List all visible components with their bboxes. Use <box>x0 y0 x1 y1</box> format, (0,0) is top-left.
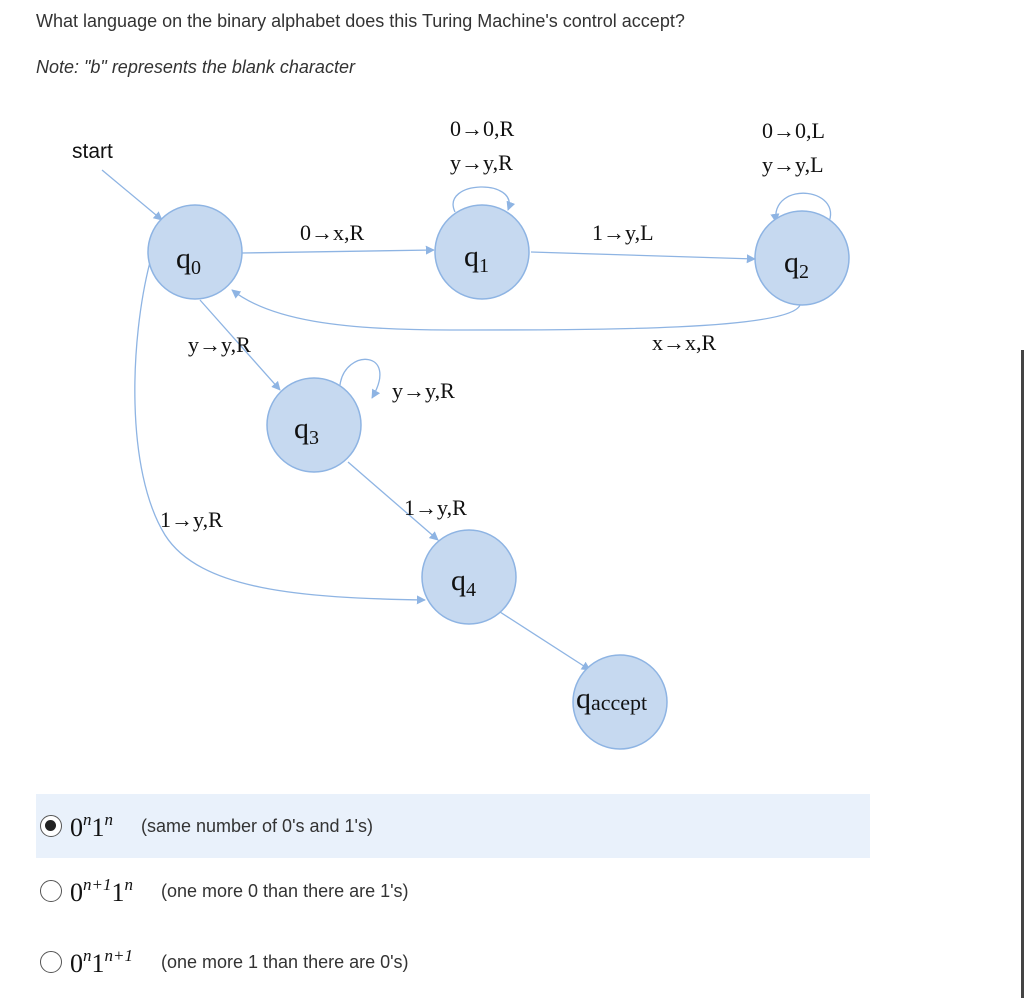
label-q1-q2: 1→y,L <box>592 220 654 245</box>
question-note: Note: "b" represents the blank character <box>36 57 355 77</box>
state-q1 <box>435 205 529 299</box>
option-1-description: (same number of 0's and 1's) <box>141 815 373 836</box>
start-arrow <box>102 170 162 220</box>
state-q3 <box>267 378 361 472</box>
label-q2-loop-a: 0→0,L <box>762 118 825 143</box>
start-label: start <box>72 140 113 163</box>
answer-option-2[interactable] <box>36 866 870 916</box>
edge-q0-q1 <box>242 250 434 253</box>
edge-q4-qaccept <box>500 612 590 670</box>
radio-button-selected[interactable] <box>40 815 62 837</box>
state-label-q0: $q_0$ <box>176 242 201 279</box>
edge-q1-q2 <box>531 252 755 259</box>
label-q3-loop: y→y,R <box>392 378 455 403</box>
label-q1-loop-b: y→y,R <box>450 150 513 175</box>
option-3-formula: $0^n1^{n+1}$ <box>70 945 133 978</box>
label-q2-loop-b: y→y,L <box>762 152 824 177</box>
turing-machine-diagram <box>0 95 900 715</box>
state-q2 <box>755 211 849 305</box>
label-q1-loop-a: 0→0,R <box>450 116 515 141</box>
radio-button[interactable] <box>40 951 62 973</box>
answer-option-3[interactable] <box>36 937 870 987</box>
edge-q2-q0 <box>232 290 800 330</box>
label-q3-q4: 1→y,R <box>404 495 467 520</box>
option-3-description: (one more 1 than there are 0's) <box>160 951 409 972</box>
answer-option-1[interactable] <box>36 794 870 858</box>
option-1-formula: 0$^n$1$^n$ <box>70 809 113 842</box>
state-label-q1: $q_1$ <box>464 240 489 277</box>
label-q2-q0: x→x,R <box>652 330 717 355</box>
state-q0 <box>148 205 242 299</box>
option-2-description: (one more 0 than there are 1's) <box>160 880 409 901</box>
label-q0-q1: 0→x,R <box>300 220 365 245</box>
state-label-q2: $q_2$ <box>784 246 809 283</box>
radio-button[interactable] <box>40 880 62 902</box>
state-q4 <box>422 530 516 624</box>
state-label-q4: $q_4$ <box>451 564 476 601</box>
question-text: What language on the binary alphabet does this Turing Machine's control accept? <box>36 11 685 31</box>
label-q0-q4: 1→y,R <box>160 507 223 532</box>
state-label-qaccept: qaccept <box>576 682 648 715</box>
label-q0-q3: y→y,R <box>188 332 251 357</box>
option-2-formula: $0^{n+1}1^n$ <box>70 874 133 907</box>
state-label-q3: $q_3$ <box>294 412 319 449</box>
